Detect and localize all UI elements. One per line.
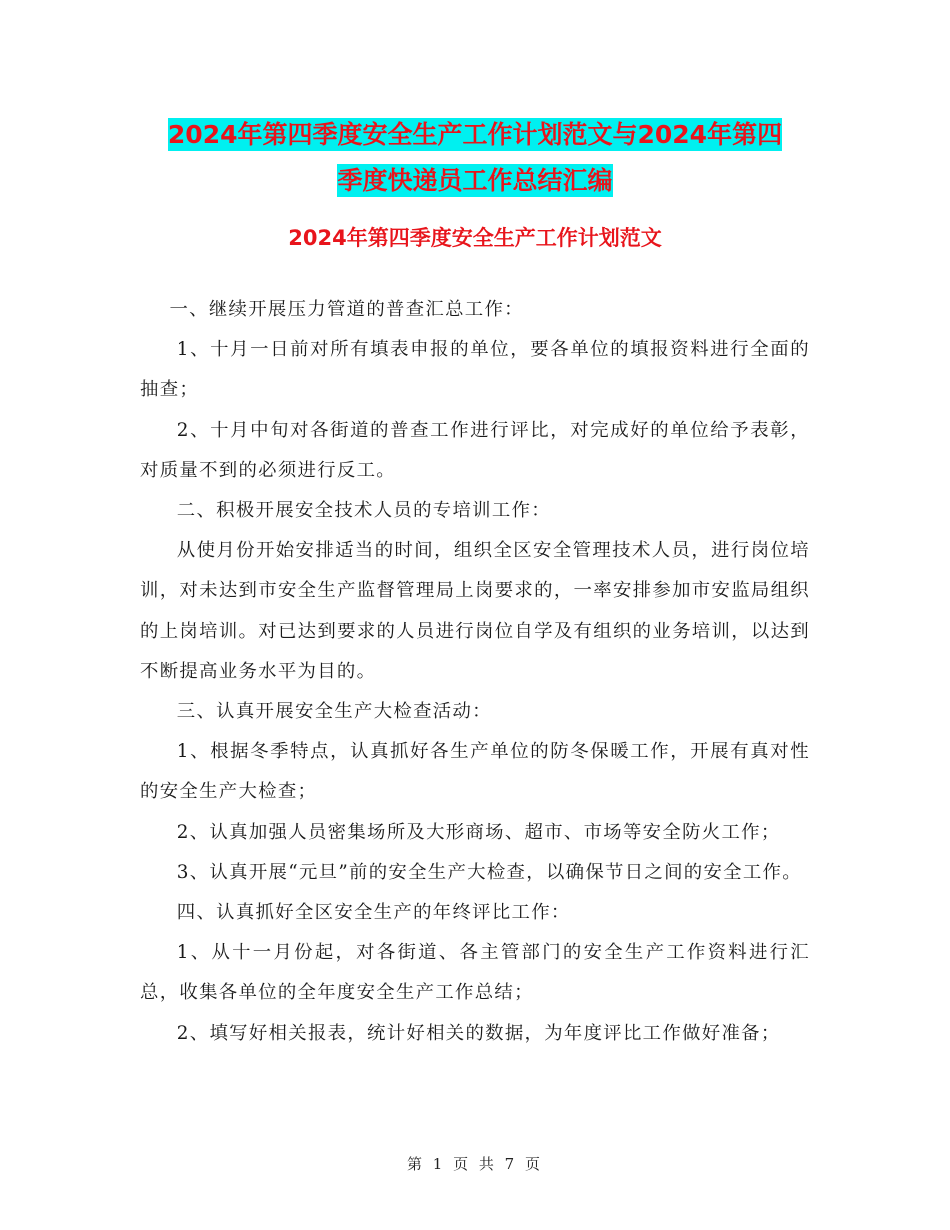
paragraph: 3、认真开展“元旦”前的安全生产大检查，以确保节日之间的安全工作。 — [176, 861, 802, 883]
paragraph: 2、填写好相关报表，统计好相关的数据，为年度评比工作做好准备； — [176, 1022, 781, 1044]
document-title — [140, 112, 810, 204]
document-body — [140, 290, 810, 1054]
paragraph: 一、继续开展压力管道的普查汇总工作： — [169, 299, 524, 320]
section-title: 2024年第四季度安全生产工作计划范文 — [288, 226, 662, 250]
paragraph: 1、根据冬季特点，认真抓好各生产单位的防冬保暖工作，开展有真对性的安全生产大检查； — [140, 741, 810, 803]
page-footer: 第 1 页 共 7 页 — [407, 1155, 543, 1173]
paragraph: 2、十月中旬对各街道的普查工作进行评比，对完成好的单位给予表彰，对质量不到的必须进行反工。 — [140, 419, 810, 481]
document-title-line-2: 季度快递员工作总结汇编 — [337, 166, 613, 195]
document-title-line-1: 2024年第四季度安全生产工作计划范文与2024年第四 — [167, 120, 783, 149]
paragraph: 1、从十一月份起，对各街道、各主管部门的安全生产工作资料进行汇总，收集各单位的全年度安全生产工作总结； — [140, 942, 810, 1004]
paragraph: 从使月份开始安排适当的时间，组织全区安全管理技术人员，进行岗位培训，对未达到市安全生产监督管理局上岗要求的，一率安排参加市安监局组织的上岗培训。对已达到要求的人员进行岗位自学及有组织的业务培训，以达到不断提高业务水平为目的。 — [140, 540, 810, 682]
paragraph: 三、认真开展安全生产大检查活动： — [176, 701, 492, 723]
paragraph: 四、认真抓好全区安全生产的年终评比工作： — [176, 902, 571, 924]
paragraph: 1、十月一日前对所有填表申报的单位，要各单位的填报资料进行全面的抽查； — [140, 339, 810, 401]
paragraph: 二、积极开展安全技术人员的专培训工作： — [176, 500, 551, 522]
paragraph: 2、认真加强人员密集场所及大形商场、超市、市场等安全防火工作； — [176, 821, 781, 843]
